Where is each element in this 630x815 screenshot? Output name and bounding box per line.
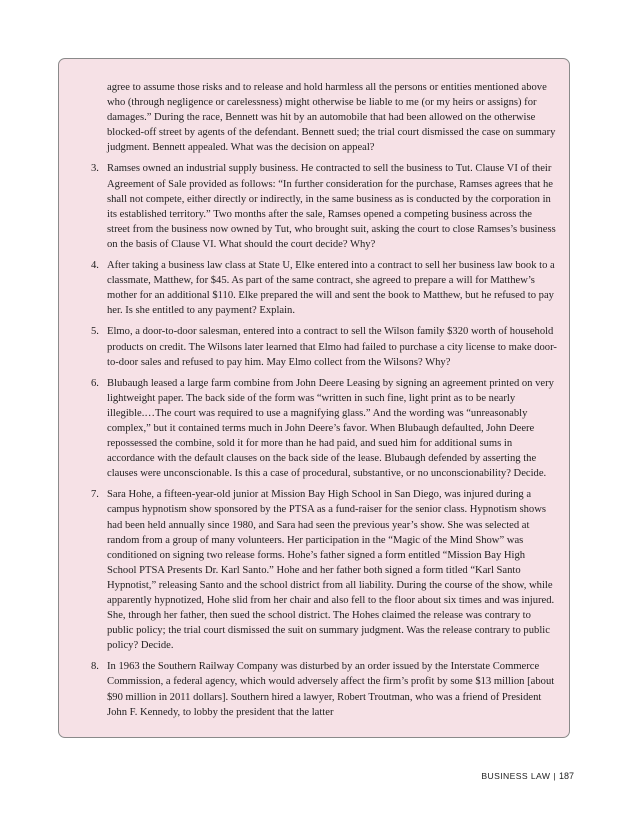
- exercise-content: [91, 80, 557, 720]
- exercise-item: [91, 659, 557, 719]
- exercise-text: Elmo, a door-to-door salesman, entered into a contract to sell the Wilson family $320 worth of household products on credit. The Wilsons later learned that Elmo had failed to purchase a city license to make door-to-door sales and refused to pay him. May Elmo collect from the Wilsons? Why?: [107, 326, 557, 368]
- exercise-item: [91, 161, 557, 252]
- page-footer: [481, 771, 574, 781]
- exercise-text: Ramses owned an industrial supply business. He contracted to sell the business to Tut. Clause VI of their Agreement of Sale provided as follows: “In further consideration for the purchase, Ramses agrees that he shall not compete, either directly or indirectly, in the same business as is conducted by the corporation in its established territory.” Two months after the sale, Ramses opened a competing business across the street from the business now owned by Tut, who brought suit, asking the court to close Ramses’s business on the basis of Clause VI. What should the court decide? Why?: [107, 163, 556, 250]
- exercise-number: 4.: [91, 260, 99, 272]
- exercise-number: 7.: [91, 489, 99, 501]
- exercise-number: 5.: [91, 326, 99, 338]
- footer-separator: |: [553, 771, 556, 781]
- exercise-panel: [58, 58, 570, 738]
- exercise-item: [91, 487, 557, 653]
- exercise-item: [91, 376, 557, 482]
- continuation-paragraph: agree to assume those risks and to release and hold harmless all the persons or entities mentioned above who (through negligence or carelessness) might otherwise be liable to me (or my heirs or assigns) for damages.” During the race, Bennett was hit by an automobile that had been allowed on the otherwise blocked-off street by agents of the defendant. Bennett sued; the trial court dismissed the case on summary judgment. Bennett appealed. What was the decision on appeal?: [107, 82, 556, 154]
- exercise-text: Blubaugh leased a large farm combine from John Deere Leasing by signing an agreement printed on very lightweight paper. The back side of the form was “written in such fine, light print as to be nearly illegible.…The court was required to use a magnifying glass.” And the wording was “unreasonably complex,” but it contained terms much in John Deere’s favor. When Blubaugh defaulted, John Deere repossessed the combine, sold it for more than he had paid, and sued him for additional sums in accordance with the default clauses on the back side of the lease. Blubaugh defended by asserting the clauses were unconscionable. Is this a case of procedural, substantive, or no unconscionability? Decide.: [107, 377, 554, 480]
- footer-book-title: BUSINESS LAW: [481, 771, 551, 781]
- exercise-number: 6.: [91, 377, 99, 389]
- exercise-item: [91, 324, 557, 369]
- exercise-list: [91, 161, 557, 719]
- exercise-number: 3.: [91, 163, 99, 175]
- exercise-number: 8.: [91, 661, 99, 673]
- exercise-text: In 1963 the Southern Railway Company was disturbed by an order issued by the Interstate Commerce Commission, a federal agency, which would adversely affect the firm’s profit by some $13 million [about $90 million in 2011 dollars]. Southern hired a lawyer, Robert Troutman, who was a friend of President John F. Kennedy, to lobby the president that the latter: [107, 661, 555, 718]
- exercise-text: Sara Hohe, a fifteen-year-old junior at Mission Bay High School in San Diego, was injured during a campus hypnotism show sponsored by the PTSA as a fund-raiser for the senior class. Hypnotism shows had been held annually since 1980, and Sara had seen the previous year’s show. She was selected at random from a group of many volunteers. Her participation in the “Magic of the Mind Show” was conditioned on signing two release forms. Hohe’s father signed a form entitled “Mission Bay High School PTSA Presents Dr. Karl Santo.” Hohe and her father both signed a form titled “Karl Santo Hypnotist,” releasing Santo and the school district from all liability. During the course of the show, while apparently hypnotized, Hohe slid from her chair and also fell to the floor about six times and was injured. She, through her father, then sued the school district. The Hohes claimed the release was contrary to public policy; the trial court dismissed the suit on summary judgment. Was the release contrary to public policy? Decide.: [107, 489, 555, 652]
- exercise-item: [91, 258, 557, 318]
- exercise-text: After taking a business law class at State U, Elke entered into a contract to sell her business law book to a classmate, Matthew, for $45. As part of the same contract, she agreed to prepare a will for Matthew’s mother for an additional $110. Elke prepared the will and sent the book to Matthew, but he refused to pay her. Is she entitled to any payment? Explain.: [107, 260, 555, 317]
- page-number: 187: [558, 771, 574, 781]
